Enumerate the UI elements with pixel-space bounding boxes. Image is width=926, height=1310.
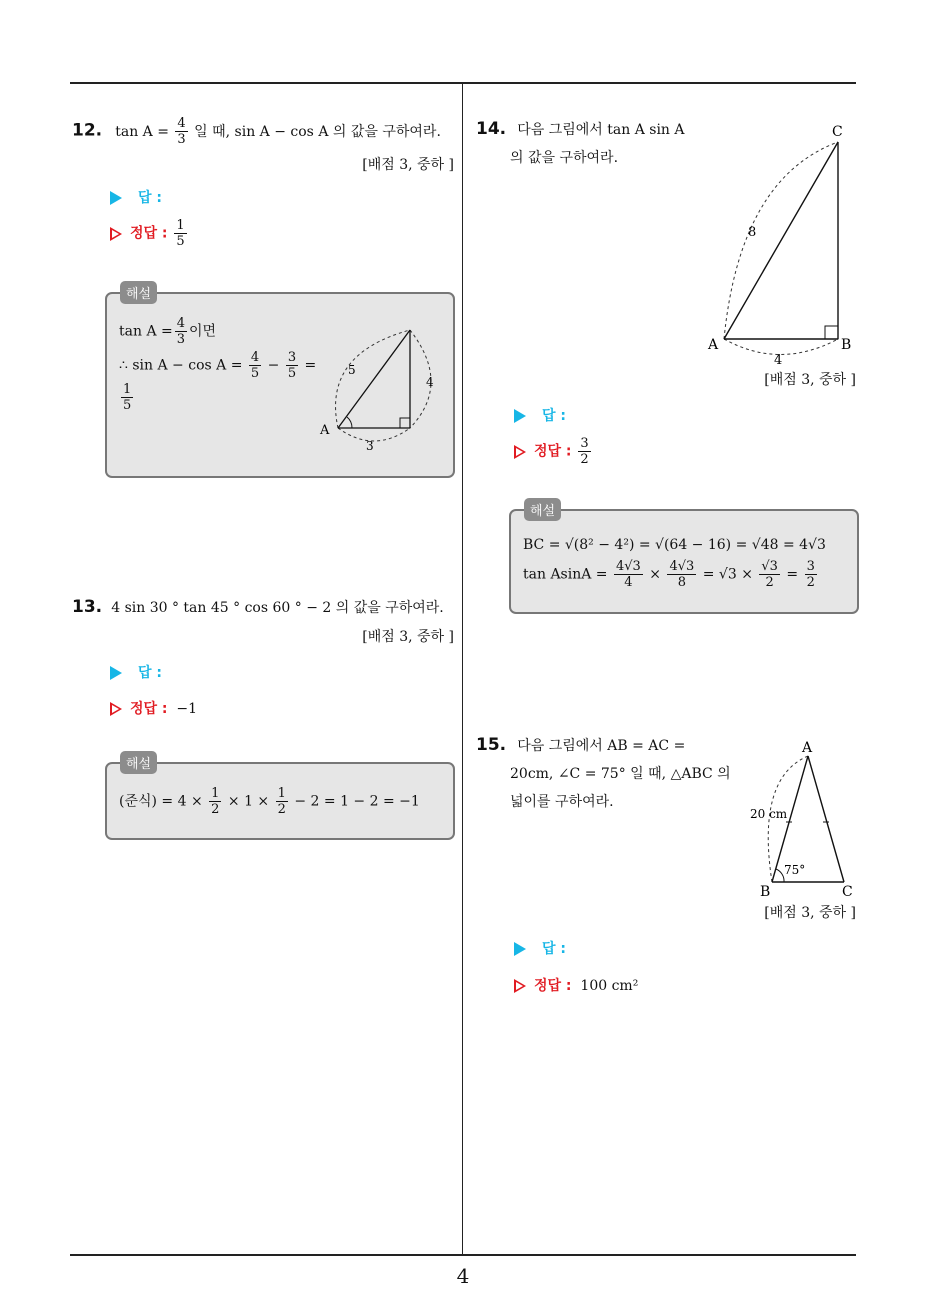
sol-text: ∴ sin A − cos A =	[119, 357, 243, 374]
score-meta: [배점 3, 중하 ]	[362, 629, 454, 645]
fraction	[805, 559, 817, 590]
question-text-prefix: tan A =	[115, 123, 169, 140]
question-14	[476, 116, 696, 172]
denominator: 5	[287, 366, 297, 381]
sol-text: tan A =	[119, 323, 173, 340]
score-meta: [배점 3, 중하 ]	[764, 372, 856, 388]
denominator: 2	[211, 802, 220, 817]
question-text	[115, 116, 441, 147]
vertex-C: C	[842, 884, 853, 900]
fraction	[286, 350, 298, 381]
vertex-A: A	[708, 337, 719, 353]
denominator: 5	[250, 366, 260, 381]
answer-line	[110, 662, 162, 682]
outline-triangle-icon	[514, 979, 526, 993]
solution-box	[509, 509, 859, 614]
right-triangle-figure	[700, 118, 860, 368]
question-15	[476, 732, 738, 816]
side-label-hyp: 5	[348, 363, 356, 377]
play-triangle-icon	[514, 942, 526, 956]
answer-label: 답 :	[138, 190, 162, 206]
numerator: 3	[806, 559, 815, 574]
question-text: 4 sin 30 ° tan 45 ° cos 60 ° − 2 의 값을 구하여라.	[111, 600, 444, 616]
solution-tag: 해설	[524, 498, 561, 521]
operator: −	[267, 357, 280, 374]
side-label: 20 cm	[750, 807, 788, 821]
fraction	[175, 116, 187, 147]
solution-tag: 해설	[120, 751, 157, 774]
question-number: 15.	[476, 735, 507, 755]
numerator: 3	[580, 436, 589, 451]
denominator: 5	[123, 398, 132, 413]
correct-answer-line	[514, 975, 638, 995]
fraction	[276, 786, 288, 817]
sol-text: − 2 = 1 − 2 = −1	[294, 793, 420, 810]
solution-line-1	[119, 316, 216, 347]
page-number: 4	[456, 1264, 470, 1288]
numerator: 4	[250, 350, 260, 365]
operator: =	[786, 566, 799, 583]
column-divider	[462, 84, 463, 1254]
bottom-rule	[70, 1254, 856, 1256]
denominator: 2	[580, 452, 589, 467]
angle-label: 75°	[784, 863, 806, 877]
score-meta: [배점 3, 중하 ]	[764, 905, 856, 921]
numerator: 4√3	[669, 559, 695, 574]
sol-text: tan AsinA =	[523, 566, 608, 583]
play-triangle-icon	[110, 191, 122, 205]
answer-label: 답 :	[138, 665, 162, 681]
denominator: 3	[177, 132, 186, 147]
correct-label: 정답 :	[130, 701, 168, 717]
correct-answer-line	[110, 218, 189, 249]
correct-label: 정답 :	[534, 443, 572, 460]
fraction	[249, 350, 261, 381]
question-text-line-1: 다음 그림에서 tan A sin A	[517, 122, 685, 138]
answer-label: 답 :	[542, 941, 566, 957]
solution-line-2	[523, 559, 819, 590]
question-text-line-2: 의 값을 구하여라.	[510, 150, 619, 166]
sol-text: = √3 ×	[702, 566, 753, 583]
solution-box	[105, 292, 455, 478]
correct-answer-fraction	[578, 436, 590, 467]
operator: ×	[649, 566, 661, 583]
denominator: 2	[277, 802, 286, 817]
solution-line-1: BC = √(8² − 4²) = √(64 − 16) = √48 = 4√3	[523, 537, 826, 553]
correct-answer-value: 100 cm²	[580, 978, 639, 994]
side-label-hyp: 8	[748, 225, 757, 240]
denominator: 3	[176, 332, 186, 347]
solution-tag: 해설	[120, 281, 157, 304]
right-triangle-figure	[312, 314, 452, 464]
fraction	[614, 559, 643, 590]
correct-answer-value: −1	[176, 701, 198, 717]
fraction	[667, 559, 696, 590]
question-13	[72, 594, 456, 622]
correct-label: 정답 :	[130, 225, 168, 242]
numerator: 1	[123, 382, 132, 397]
answer-line	[514, 405, 566, 425]
numerator: 1	[277, 786, 286, 801]
answer-line	[110, 187, 162, 207]
play-triangle-icon	[110, 666, 122, 680]
vertex-A: A	[802, 740, 813, 756]
side-label-base: 3	[366, 439, 374, 453]
correct-answer-line	[514, 436, 593, 467]
numerator: 4	[176, 316, 186, 331]
top-rule	[70, 82, 856, 84]
question-number: 13.	[72, 597, 103, 617]
solution-line-3	[119, 382, 135, 413]
numerator: 1	[176, 218, 185, 233]
vertex-B: B	[760, 884, 771, 900]
side-label-base: 4	[774, 353, 783, 368]
numerator: 4	[177, 116, 186, 131]
question-number: 14.	[476, 119, 507, 139]
solution-box	[105, 762, 455, 840]
question-text-line-2: 20cm, ∠C = 75° 일 때, △ABC 의	[510, 766, 731, 782]
sol-text: 이면	[189, 323, 217, 340]
play-triangle-icon	[514, 409, 526, 423]
denominator: 4	[624, 575, 633, 590]
answer-line	[514, 938, 566, 958]
correct-answer-line	[110, 698, 197, 718]
fraction	[759, 559, 780, 590]
question-text-suffix: 일 때, sin A − cos A 의 값을 구하여라.	[194, 123, 441, 140]
question-number: 12.	[72, 120, 103, 141]
question-text-line-3: 넓이를 구하여라.	[510, 794, 614, 810]
fraction	[121, 382, 133, 413]
correct-label: 정답 :	[534, 978, 572, 994]
operator: =	[304, 357, 317, 374]
denominator: 5	[176, 234, 185, 249]
fraction	[175, 316, 187, 347]
denominator: 8	[677, 575, 686, 590]
side-label-vert: 4	[426, 375, 434, 389]
score-meta: [배점 3, 중하 ]	[362, 157, 454, 173]
fraction	[209, 786, 221, 817]
numerator: 4√3	[615, 559, 641, 574]
sol-text: (준식) = 4 ×	[119, 793, 203, 810]
correct-answer-fraction	[174, 218, 186, 249]
question-text-line-1: 다음 그림에서 AB = AC =	[517, 738, 686, 754]
outline-triangle-icon	[110, 227, 122, 241]
vertex-A: A	[320, 423, 330, 438]
isosceles-triangle-figure	[744, 738, 860, 902]
vertex-C: C	[832, 124, 843, 140]
outline-triangle-icon	[110, 702, 122, 716]
vertex-B: B	[841, 337, 852, 353]
solution-line-2	[119, 350, 316, 381]
denominator: 2	[806, 575, 815, 590]
numerator: √3	[761, 559, 778, 574]
denominator: 2	[765, 575, 774, 590]
question-12	[72, 116, 456, 147]
outline-triangle-icon	[514, 445, 526, 459]
sol-text: × 1 ×	[227, 793, 270, 810]
answer-label: 답 :	[542, 408, 566, 424]
solution-line-1	[119, 786, 420, 817]
numerator: 1	[211, 786, 220, 801]
numerator: 3	[287, 350, 297, 365]
